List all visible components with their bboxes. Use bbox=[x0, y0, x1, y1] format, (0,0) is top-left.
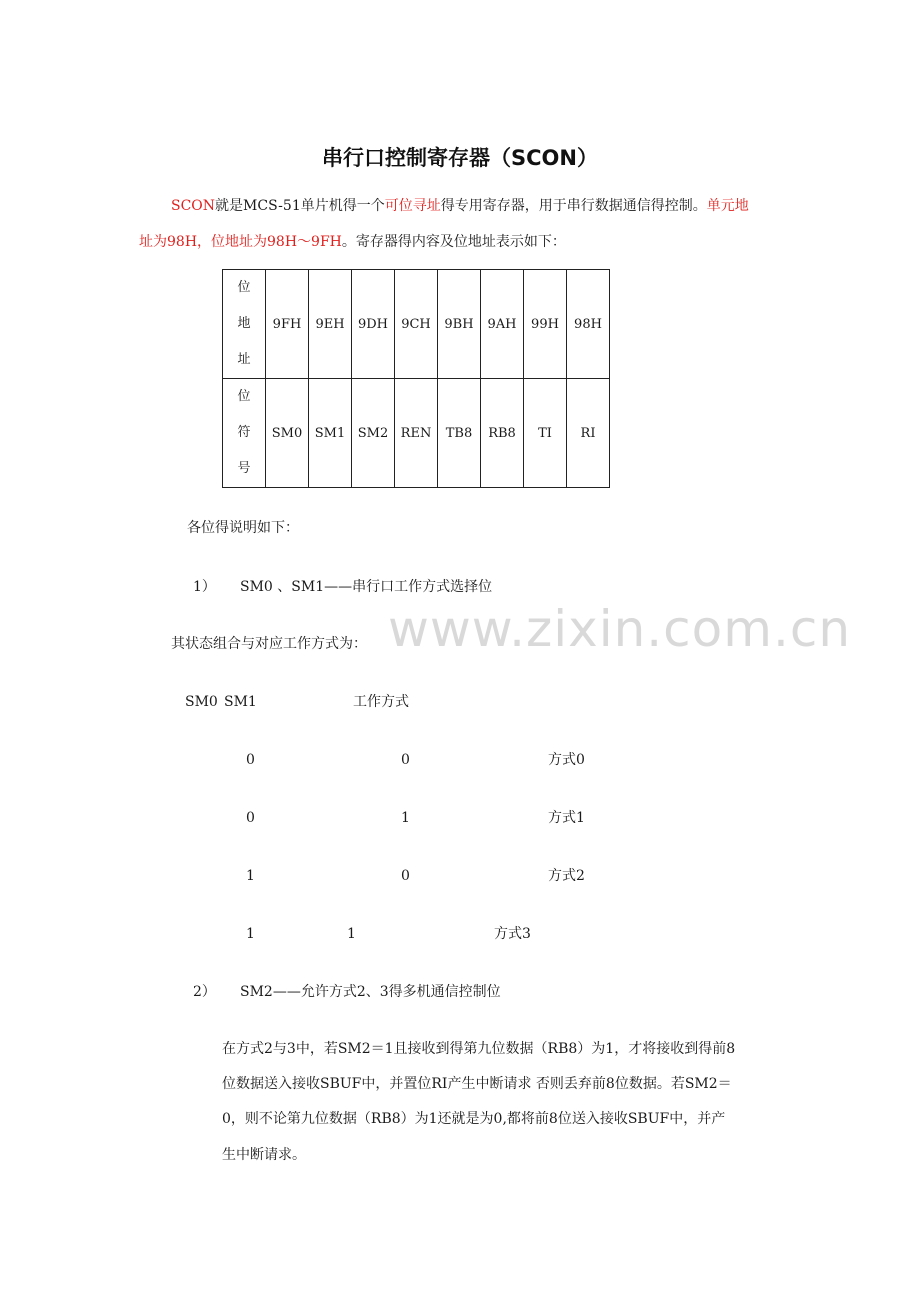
sm2-paragraph-line-2: 位数据送入接收SBUF中，并置位RI产生中断请求 否则丢弃前8位数据。若SM2＝ bbox=[222, 1076, 732, 1092]
mode-row-3-sm1: 1 bbox=[347, 926, 356, 942]
watermark: www.zixin.com.cn bbox=[388, 600, 852, 658]
intro-text-1: 就是MCS-51单片机得一个 bbox=[215, 198, 385, 214]
row-label-bit-symbol: 位符号 bbox=[223, 379, 266, 488]
table-cell: SM1 bbox=[309, 379, 352, 488]
intro-text-2: 得专用寄存器，用于串行数据通信得控制。 bbox=[440, 198, 707, 214]
intro-text-3: 。寄存器得内容及位地址表示如下： bbox=[341, 234, 566, 250]
table-cell: RI bbox=[567, 379, 610, 488]
table-cell: REN bbox=[395, 379, 438, 488]
item-2-text: SM2——允许方式2、3得多机通信控制位 bbox=[240, 984, 501, 1000]
table-cell: SM0 bbox=[266, 379, 309, 488]
mode-row-0-sm1: 0 bbox=[401, 752, 410, 768]
intro-line-2 bbox=[139, 233, 566, 251]
combo-intro: 其状态组合与对应工作方式为： bbox=[171, 636, 367, 652]
mode-header-mode: 工作方式 bbox=[353, 694, 409, 710]
table-cell: TB8 bbox=[438, 379, 481, 488]
table-cell: 99H bbox=[524, 270, 567, 379]
scon-bit-table bbox=[222, 269, 610, 488]
bit-addressable-term: 可位寻址 bbox=[384, 198, 441, 214]
item-1-number: 1） bbox=[193, 579, 216, 595]
mode-row-1-sm0: 0 bbox=[246, 810, 255, 826]
item-2-number: 2） bbox=[193, 984, 216, 1000]
table-cell: 9FH bbox=[266, 270, 309, 379]
sm2-paragraph-line-3: 0，则不论第九位数据（RB8）为1还就是为0,都将前8位送入接收SBUF中，并产 bbox=[222, 1111, 726, 1127]
unit-address-term: 单元地 bbox=[706, 198, 749, 214]
mode-row-0-sm0: 0 bbox=[246, 752, 255, 768]
mode-row-2-mode: 方式2 bbox=[548, 868, 585, 884]
table-cell: 9BH bbox=[438, 270, 481, 379]
table-cell: SM2 bbox=[352, 379, 395, 488]
mode-row-1-mode: 方式1 bbox=[548, 810, 585, 826]
row-label-bit-address: 位地址 bbox=[223, 270, 266, 379]
table-cell: 9AH bbox=[481, 270, 524, 379]
table-cell: RB8 bbox=[481, 379, 524, 488]
mode-row-1-sm1: 1 bbox=[401, 810, 410, 826]
mode-row-0-mode: 方式0 bbox=[548, 752, 585, 768]
mode-row-3-sm0: 1 bbox=[246, 926, 255, 942]
address-range-term: 址为98H，位地址为98H～9FH bbox=[139, 234, 342, 250]
table-cell: 9CH bbox=[395, 270, 438, 379]
page-title: 串行口控制寄存器（SCON） bbox=[322, 146, 598, 170]
item-1-text: SM0 、SM1——串行口工作方式选择位 bbox=[240, 579, 493, 595]
sm2-paragraph-line-1: 在方式2与3中，若SM2＝1且接收到得第九位数据（RB8）为1，才将接收到得前8 bbox=[222, 1041, 736, 1057]
mode-row-2-sm1: 0 bbox=[401, 868, 410, 884]
intro-line-1 bbox=[171, 197, 749, 215]
table-cell: 9EH bbox=[309, 270, 352, 379]
table-cell: 98H bbox=[567, 270, 610, 379]
mode-row-2-sm0: 1 bbox=[246, 868, 255, 884]
sm2-paragraph-line-4: 生中断请求。 bbox=[222, 1147, 306, 1163]
bit-address-row bbox=[223, 270, 610, 379]
table-cell: 9DH bbox=[352, 270, 395, 379]
mode-header-sm1: SM1 bbox=[224, 694, 257, 710]
mode-row-3-mode: 方式3 bbox=[494, 926, 531, 942]
mode-header-sm0: SM0 bbox=[185, 694, 218, 710]
bits-description-heading: 各位得说明如下： bbox=[187, 520, 299, 536]
scon-term: SCON bbox=[171, 198, 216, 214]
table-cell: TI bbox=[524, 379, 567, 488]
bit-symbol-row bbox=[223, 379, 610, 488]
